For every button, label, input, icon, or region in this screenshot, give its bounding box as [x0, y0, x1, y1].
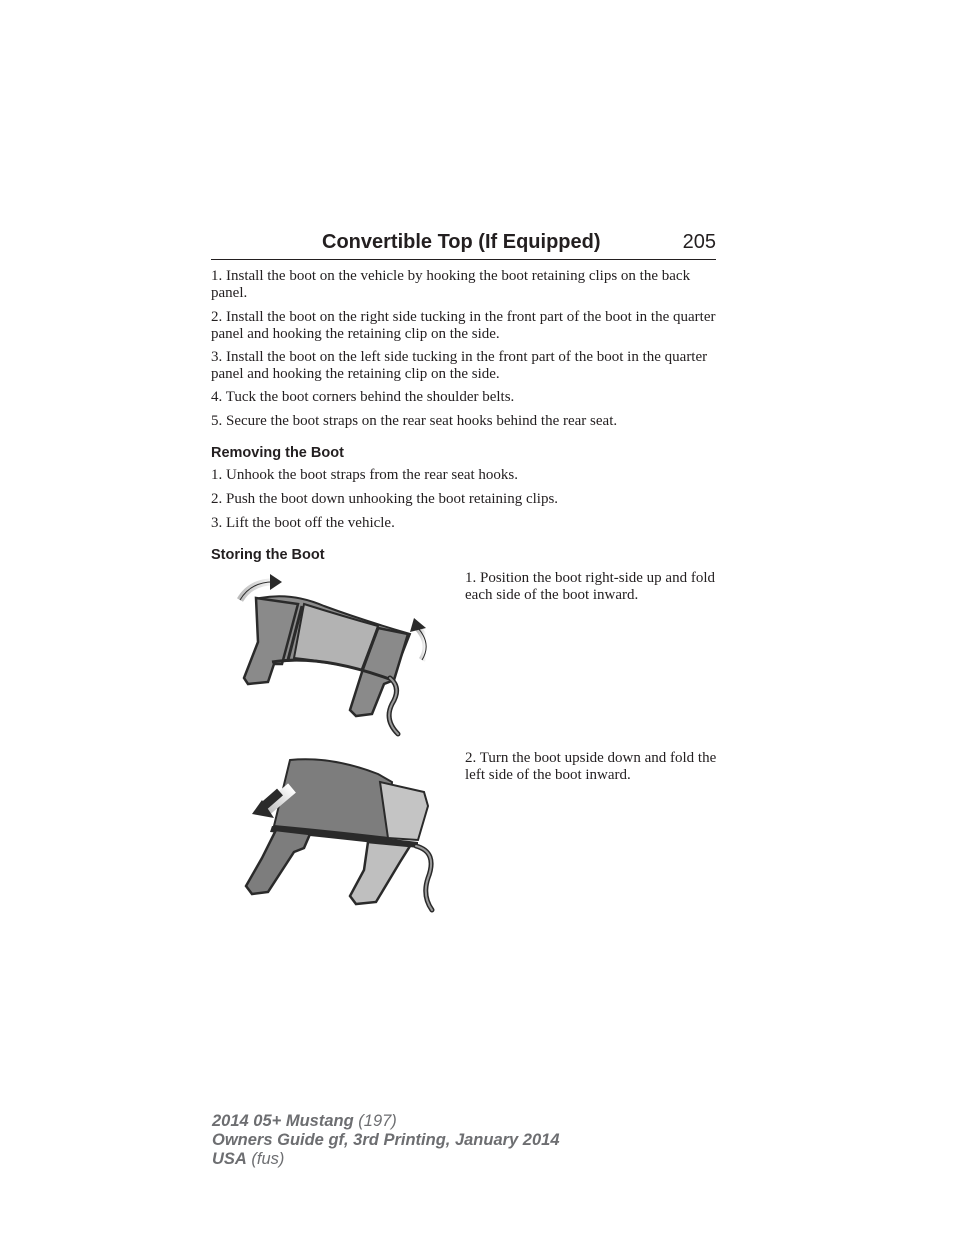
page-header	[211, 229, 716, 260]
store-step-2: 2. Turn the boot upside down and fold the left side of the boot inward.	[465, 750, 717, 783]
page-number: 205	[682, 231, 716, 253]
footer-line-1	[212, 1112, 560, 1131]
install-step-4: 4. Tuck the boot corners behind the shoulder belts.	[211, 389, 515, 405]
remove-step-3: 3. Lift the boot off the vehicle.	[211, 515, 395, 531]
remove-step-2: 2. Push the boot down unhooking the boot retaining clips.	[211, 491, 559, 507]
remove-step-1: 1. Unhook the boot straps from the rear seat hooks.	[211, 467, 519, 483]
footer-market-code: (fus)	[246, 1150, 285, 1168]
removing-heading: Removing the Boot	[211, 445, 344, 461]
install-step-1: 1. Install the boot on the vehicle by hooking the boot retaining clips on the back panel.	[211, 268, 691, 301]
footer-model: 2014 05+ Mustang	[212, 1112, 354, 1130]
page-footer	[212, 1112, 560, 1169]
storing-heading: Storing the Boot	[211, 547, 325, 563]
section-title: Convertible Top (If Equipped)	[322, 231, 601, 253]
install-step-5: 5. Secure the boot straps on the rear seat hooks behind the rear seat.	[211, 413, 618, 429]
footer-market: USA	[212, 1150, 247, 1168]
boot-fold-illustration-1	[232, 572, 444, 740]
install-step-3: 3. Install the boot on the left side tucking in the front part of the boot in the quarter panel and hooking the retaining clip on the side.	[211, 349, 708, 382]
boot-fold-illustration-2	[242, 752, 442, 914]
install-step-2: 2. Install the boot on the right side tucking in the front part of the boot in the quarter panel and hooking the retaining clip on the side.	[211, 309, 716, 342]
store-step-1: 1. Position the boot right-side up and fold each side of the boot inward.	[465, 570, 715, 603]
footer-model-code: (197)	[353, 1112, 397, 1130]
footer-line-3	[212, 1150, 560, 1169]
footer-line-2: Owners Guide gf, 3rd Printing, January 2014	[212, 1131, 560, 1149]
